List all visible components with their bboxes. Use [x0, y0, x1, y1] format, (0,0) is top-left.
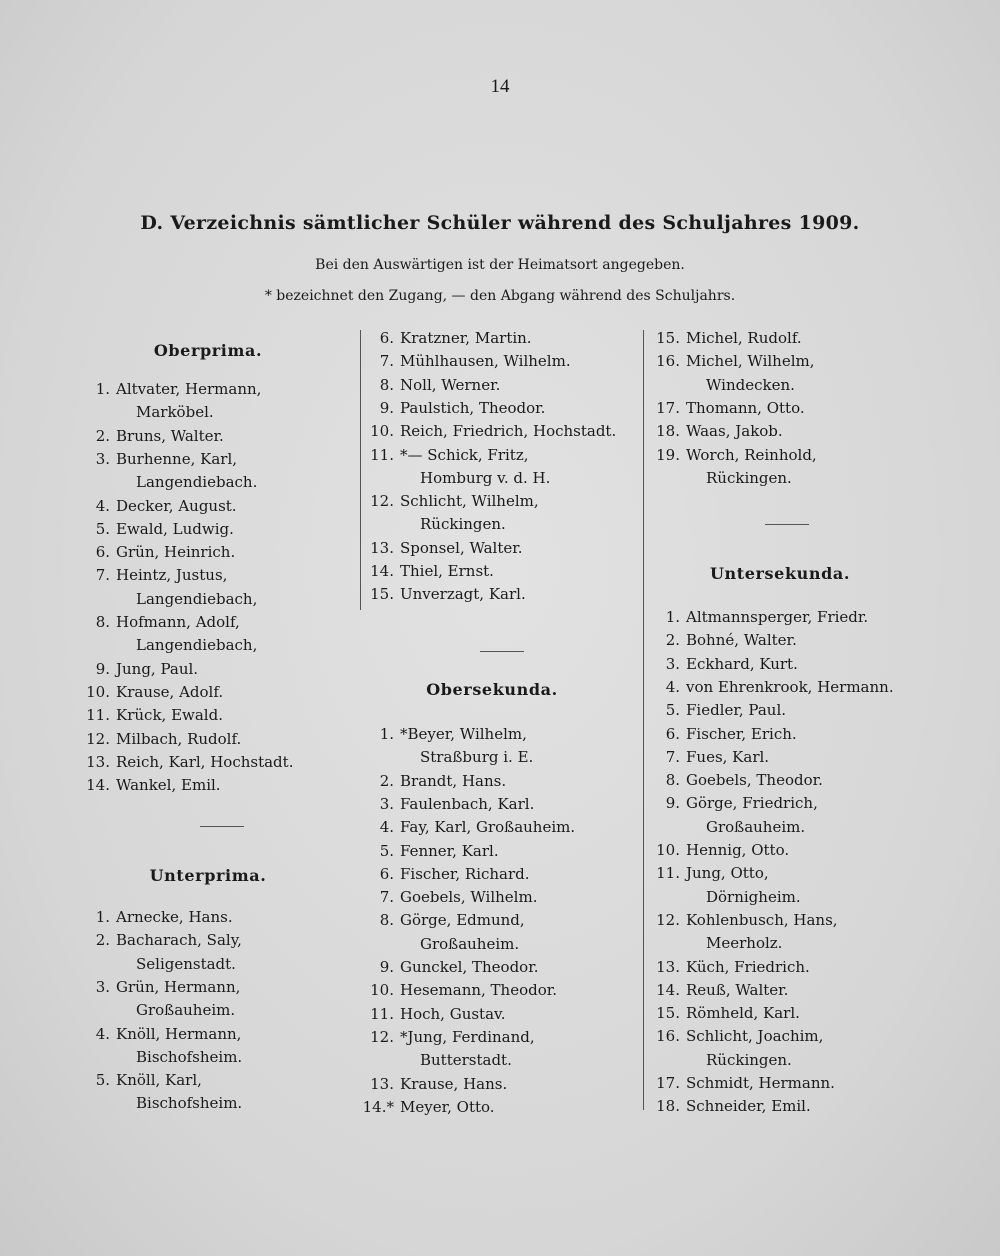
oberprima-row	[66, 658, 198, 681]
student-entry: Schneider, Emil.	[686, 1097, 811, 1116]
student-entry: Langendiebach,	[136, 636, 258, 655]
oberprima-row	[66, 728, 241, 751]
untersekunda-row	[636, 769, 823, 792]
heading-unterprima: Unterprima.	[149, 866, 267, 885]
section-separator	[480, 651, 524, 652]
obersekunda-row	[350, 956, 539, 979]
student-entry: Homburg v. d. H.	[420, 468, 551, 487]
student-entry: Hofmann, Adolf,	[116, 613, 240, 631]
oberprima-cont-row	[350, 444, 529, 467]
student-entry: Görge, Friedrich,	[686, 794, 818, 813]
student-entry: Langendiebach.	[136, 473, 258, 492]
unterprima-row	[66, 929, 242, 952]
row-number: 8.	[95, 613, 110, 631]
unterprima-cont-row	[636, 420, 783, 443]
oberprima-row	[66, 541, 235, 564]
student-entry: Burhenne, Karl,	[116, 449, 238, 468]
row-number: 5.	[95, 1071, 110, 1090]
student-entry: Arnecke, Hans.	[116, 908, 233, 926]
untersekunda-row	[636, 862, 769, 885]
obersekunda-row	[350, 746, 533, 769]
row-number: 17.	[656, 1074, 680, 1092]
row-number: 10.	[656, 841, 680, 859]
row-number: 14.	[86, 776, 110, 795]
unterprima-cont-row	[636, 374, 795, 397]
student-entry: Faulenbach, Karl.	[400, 794, 535, 813]
unterprima-row	[66, 1046, 242, 1069]
student-entry: Paulstich, Theodor.	[400, 398, 546, 417]
row-number: 13.	[656, 957, 680, 976]
student-entry: Heintz, Justus,	[116, 566, 228, 585]
untersekunda-row	[636, 1002, 800, 1025]
oberprima-row	[66, 495, 237, 518]
student-entry: Michel, Wilhelm,	[686, 352, 815, 371]
oberprima-cont-row	[350, 397, 545, 420]
row-number: 7.	[95, 566, 110, 585]
oberprima-row	[66, 611, 240, 634]
row-number: 15.	[370, 585, 394, 604]
student-entry: Krause, Adolf.	[116, 682, 224, 701]
unterprima-cont-row	[636, 444, 817, 467]
untersekunda-row	[636, 839, 789, 862]
oberprima-row	[66, 448, 237, 471]
row-number: 4.	[379, 818, 394, 837]
unterprima-row	[66, 953, 236, 976]
student-entry: Krause, Hans.	[400, 1074, 508, 1093]
student-entry: Fiedler, Paul.	[686, 701, 787, 720]
oberprima-row	[66, 564, 227, 587]
untersekunda-row	[636, 1095, 811, 1118]
student-entry: Dörnigheim.	[706, 887, 801, 906]
row-number: 11.	[656, 864, 680, 883]
oberprima-row	[66, 471, 257, 494]
row-number: 4.	[665, 677, 680, 696]
untersekunda-row	[636, 1025, 823, 1048]
untersekunda-row	[636, 699, 786, 722]
obersekunda-row	[350, 1073, 507, 1096]
student-entry: Fenner, Karl.	[400, 841, 499, 860]
row-number: 12.	[656, 910, 680, 929]
student-entry: Goebels, Theodor.	[686, 771, 823, 790]
oberprima-cont-row	[350, 420, 616, 443]
untersekunda-row	[636, 1049, 792, 1072]
row-number: 6.	[665, 724, 680, 743]
row-number: 10.	[370, 981, 394, 1000]
student-entry: Rückingen.	[706, 468, 792, 487]
student-entry: Reuß, Walter.	[686, 980, 789, 999]
student-entry: Kratzner, Martin.	[400, 329, 532, 347]
section-separator	[765, 524, 809, 525]
oberprima-cont-row	[350, 560, 494, 583]
unterprima-row	[66, 1023, 241, 1046]
student-entry: Altmannsperger, Friedr.	[686, 608, 869, 626]
row-number: 15.	[656, 1004, 680, 1023]
obersekunda-row	[350, 909, 525, 932]
row-number: 9.	[95, 659, 110, 678]
student-entry: Reich, Friedrich, Hochstadt.	[400, 422, 617, 441]
untersekunda-row	[636, 653, 798, 676]
student-entry: Römheld, Karl.	[686, 1004, 800, 1023]
student-entry: Langendiebach,	[136, 589, 258, 608]
row-number: 4.	[95, 1024, 110, 1043]
row-number: 9.	[665, 794, 680, 813]
unterprima-row	[66, 1092, 242, 1115]
untersekunda-row	[636, 816, 805, 839]
student-entry: Altvater, Hermann,	[116, 380, 262, 398]
student-entry: Knöll, Karl,	[116, 1071, 202, 1090]
student-entry: Großauheim.	[706, 817, 806, 836]
oberprima-cont-row	[350, 490, 539, 513]
student-entry: Schlicht, Wilhelm,	[400, 492, 539, 511]
student-entry: Bacharach, Saly,	[116, 931, 242, 950]
student-entry: Görge, Edmund,	[400, 911, 525, 930]
section-separator	[200, 826, 244, 827]
row-number: 5.	[665, 701, 680, 720]
obersekunda-row	[350, 886, 537, 909]
student-entry: Rückingen.	[420, 515, 506, 534]
student-entry: Kohlenbusch, Hans,	[686, 910, 838, 929]
student-entry: Unverzagt, Karl.	[400, 585, 526, 604]
unterprima-cont-row	[636, 397, 805, 420]
student-entry: Gunckel, Theodor.	[400, 958, 539, 976]
untersekunda-row	[636, 606, 868, 629]
untersekunda-row	[636, 676, 894, 699]
untersekunda-row	[636, 886, 801, 909]
oberprima-row	[66, 425, 224, 448]
oberprima-cont-row	[350, 583, 526, 606]
oberprima-row	[66, 681, 223, 704]
untersekunda-row	[636, 723, 797, 746]
row-number: 18.	[656, 1097, 680, 1116]
student-entry: Meerholz.	[706, 934, 783, 953]
row-number: 14.	[370, 562, 394, 580]
row-number: 1.	[379, 725, 394, 743]
row-number: 13.	[370, 1074, 394, 1093]
student-entry: Waas, Jakob.	[686, 422, 783, 441]
row-number: 7.	[379, 352, 394, 371]
student-entry: *Jung, Ferdinand,	[400, 1027, 535, 1046]
unterprima-row	[66, 1069, 202, 1092]
obersekunda-row	[350, 933, 519, 956]
obersekunda-row	[350, 979, 557, 1002]
unterprima-row	[66, 906, 233, 929]
oberprima-cont-row	[350, 537, 523, 560]
row-number: 8.	[379, 911, 394, 930]
student-entry: Küch, Friedrich.	[686, 957, 810, 976]
row-number: 3.	[665, 654, 680, 673]
row-number: 6.	[95, 543, 110, 562]
student-entry: Fay, Karl, Großauheim.	[400, 818, 576, 837]
unterprima-row	[66, 976, 240, 999]
student-entry: Fischer, Erich.	[686, 724, 797, 743]
student-entry: Krück, Ewald.	[116, 706, 223, 725]
subtitle-origin-note: Bei den Auswärtigen ist der Heimatsort angegeben.	[315, 257, 685, 273]
student-entry: Brandt, Hans.	[400, 771, 507, 790]
student-entry: Eckhard, Kurt.	[686, 654, 798, 673]
student-entry: Hennig, Otto.	[686, 841, 790, 859]
obersekunda-row	[350, 793, 534, 816]
student-entry: Grün, Hermann,	[116, 977, 241, 996]
obersekunda-row	[350, 1049, 512, 1072]
student-entry: Großauheim.	[420, 934, 520, 953]
student-entry: Bischofsheim.	[136, 1047, 243, 1066]
student-entry: Meyer, Otto.	[400, 1097, 495, 1116]
untersekunda-row	[636, 792, 818, 815]
row-number: 16.	[656, 1027, 680, 1046]
row-number: 12.	[370, 1027, 394, 1046]
unterprima-row	[66, 999, 235, 1022]
student-entry: Straßburg i. E.	[420, 748, 534, 767]
unterprima-cont-row	[636, 327, 802, 350]
row-number: 3.	[95, 449, 110, 468]
obersekunda-row	[350, 816, 575, 839]
oberprima-row	[66, 378, 261, 401]
obersekunda-row	[350, 863, 530, 886]
row-number: 2.	[665, 631, 680, 650]
row-number: 6.	[379, 864, 394, 883]
student-entry: Hoch, Gustav.	[400, 1004, 506, 1023]
heading-oberprima: Oberprima.	[153, 341, 263, 360]
row-number: 3.	[379, 794, 394, 813]
oberprima-cont-row	[350, 467, 550, 490]
row-number: 4.	[95, 496, 110, 515]
row-number: 8.	[665, 771, 680, 790]
student-entry: Bruns, Walter.	[116, 426, 224, 445]
row-number: 12.	[370, 492, 394, 511]
student-entry: Wankel, Emil.	[116, 776, 221, 795]
untersekunda-row	[636, 979, 788, 1002]
untersekunda-row	[636, 956, 810, 979]
student-entry: Worch, Reinhold,	[686, 445, 817, 464]
student-entry: Michel, Rudolf.	[686, 329, 802, 347]
row-number: 14.	[656, 980, 680, 999]
student-entry: Bohné, Walter.	[686, 631, 797, 650]
row-number: 16.	[656, 352, 680, 371]
untersekunda-row	[636, 1072, 835, 1095]
student-entry: Bischofsheim.	[136, 1094, 243, 1113]
student-entry: Mühlhausen, Wilhelm.	[400, 352, 571, 371]
student-entry: *Beyer, Wilhelm,	[400, 725, 527, 743]
row-number: 2.	[95, 931, 110, 950]
student-entry: Hesemann, Theodor.	[400, 981, 558, 1000]
oberprima-cont-row	[350, 513, 506, 536]
row-number: 11.	[370, 445, 394, 464]
obersekunda-row	[350, 840, 499, 863]
row-number: 18.	[656, 422, 680, 441]
row-number: 13.	[86, 752, 110, 771]
student-entry: Ewald, Ludwig.	[116, 519, 234, 538]
row-number: 9.	[379, 398, 394, 417]
row-number: 13.	[370, 538, 394, 557]
row-number: 3.	[95, 977, 110, 996]
row-number: 17.	[656, 398, 680, 417]
row-number: 5.	[95, 519, 110, 538]
untersekunda-row	[636, 629, 797, 652]
page-title: D. Verzeichnis sämtlicher Schüler während des Schuljahres 1909.	[140, 212, 860, 234]
row-number: 1.	[665, 608, 680, 626]
oberprima-row	[66, 588, 257, 611]
student-entry: Thiel, Ernst.	[400, 562, 494, 580]
student-entry: Fues, Karl.	[686, 747, 770, 766]
row-number: 12.	[86, 729, 110, 748]
student-entry: Butterstadt.	[420, 1051, 512, 1070]
student-entry: Grün, Heinrich.	[116, 543, 236, 562]
row-number: 19.	[656, 445, 680, 464]
row-number: 2.	[379, 771, 394, 790]
student-entry: Marköbel.	[136, 403, 214, 422]
student-entry: Decker, August.	[116, 496, 237, 515]
row-number: 2.	[95, 426, 110, 445]
student-entry: Rückingen.	[706, 1050, 792, 1069]
heading-untersekunda: Untersekunda.	[709, 564, 851, 583]
row-number: 15.	[656, 329, 680, 347]
student-entry: Windecken.	[706, 375, 795, 394]
subtitle-legend-note: * bezeichnet den Zugang, — den Abgang während des Schuljahrs.	[264, 288, 736, 304]
student-entry: Großauheim.	[136, 1001, 236, 1020]
oberprima-row	[66, 704, 223, 727]
row-number: 8.	[379, 375, 394, 394]
row-number: 14.*	[362, 1097, 394, 1116]
row-number: 5.	[379, 841, 394, 860]
oberprima-cont-row	[350, 327, 532, 350]
heading-obersekunda: Obersekunda.	[426, 680, 558, 699]
student-entry: Sponsel, Walter.	[400, 538, 523, 557]
student-entry: Noll, Werner.	[400, 375, 501, 394]
page-number: 14	[490, 76, 510, 97]
student-entry: von Ehrenkrook, Hermann.	[686, 677, 894, 696]
row-number: 11.	[86, 706, 110, 725]
row-number: 10.	[86, 682, 110, 701]
student-entry: Knöll, Hermann,	[116, 1024, 242, 1043]
student-entry: Thomann, Otto.	[686, 398, 805, 417]
oberprima-row	[66, 751, 293, 774]
oberprima-row	[66, 518, 234, 541]
row-number: 1.	[95, 908, 110, 926]
student-entry: Seligenstadt.	[136, 954, 236, 973]
student-entry: Reich, Karl, Hochstadt.	[116, 752, 294, 771]
obersekunda-row	[350, 1026, 535, 1049]
unterprima-cont-row	[636, 350, 815, 373]
untersekunda-row	[636, 746, 769, 769]
student-entry: Schlicht, Joachim,	[686, 1027, 824, 1046]
student-entry: Milbach, Rudolf.	[116, 729, 242, 748]
student-entry: Jung, Paul.	[116, 659, 199, 678]
untersekunda-row	[636, 909, 838, 932]
student-entry: Goebels, Wilhelm.	[400, 888, 538, 907]
row-number: 11.	[370, 1004, 394, 1023]
obersekunda-row	[350, 770, 506, 793]
oberprima-row	[66, 401, 214, 424]
row-number: 7.	[665, 747, 680, 766]
student-entry: Jung, Otto,	[686, 864, 769, 883]
oberprima-row	[66, 634, 257, 657]
row-number: 7.	[379, 888, 394, 907]
obersekunda-row	[350, 1096, 495, 1119]
oberprima-cont-row	[350, 374, 500, 397]
student-entry: *— Schick, Fritz,	[400, 445, 529, 464]
obersekunda-row	[350, 723, 527, 746]
row-number: 10.	[370, 422, 394, 441]
untersekunda-row	[636, 932, 782, 955]
oberprima-row	[66, 774, 221, 797]
oberprima-cont-row	[350, 350, 571, 373]
unterprima-cont-row	[636, 467, 792, 490]
row-number: 1.	[95, 380, 110, 398]
student-entry: Schmidt, Hermann.	[686, 1074, 835, 1092]
row-number: 6.	[379, 329, 394, 347]
student-entry: Fischer, Richard.	[400, 864, 530, 883]
row-number: 9.	[379, 958, 394, 976]
obersekunda-row	[350, 1003, 505, 1026]
